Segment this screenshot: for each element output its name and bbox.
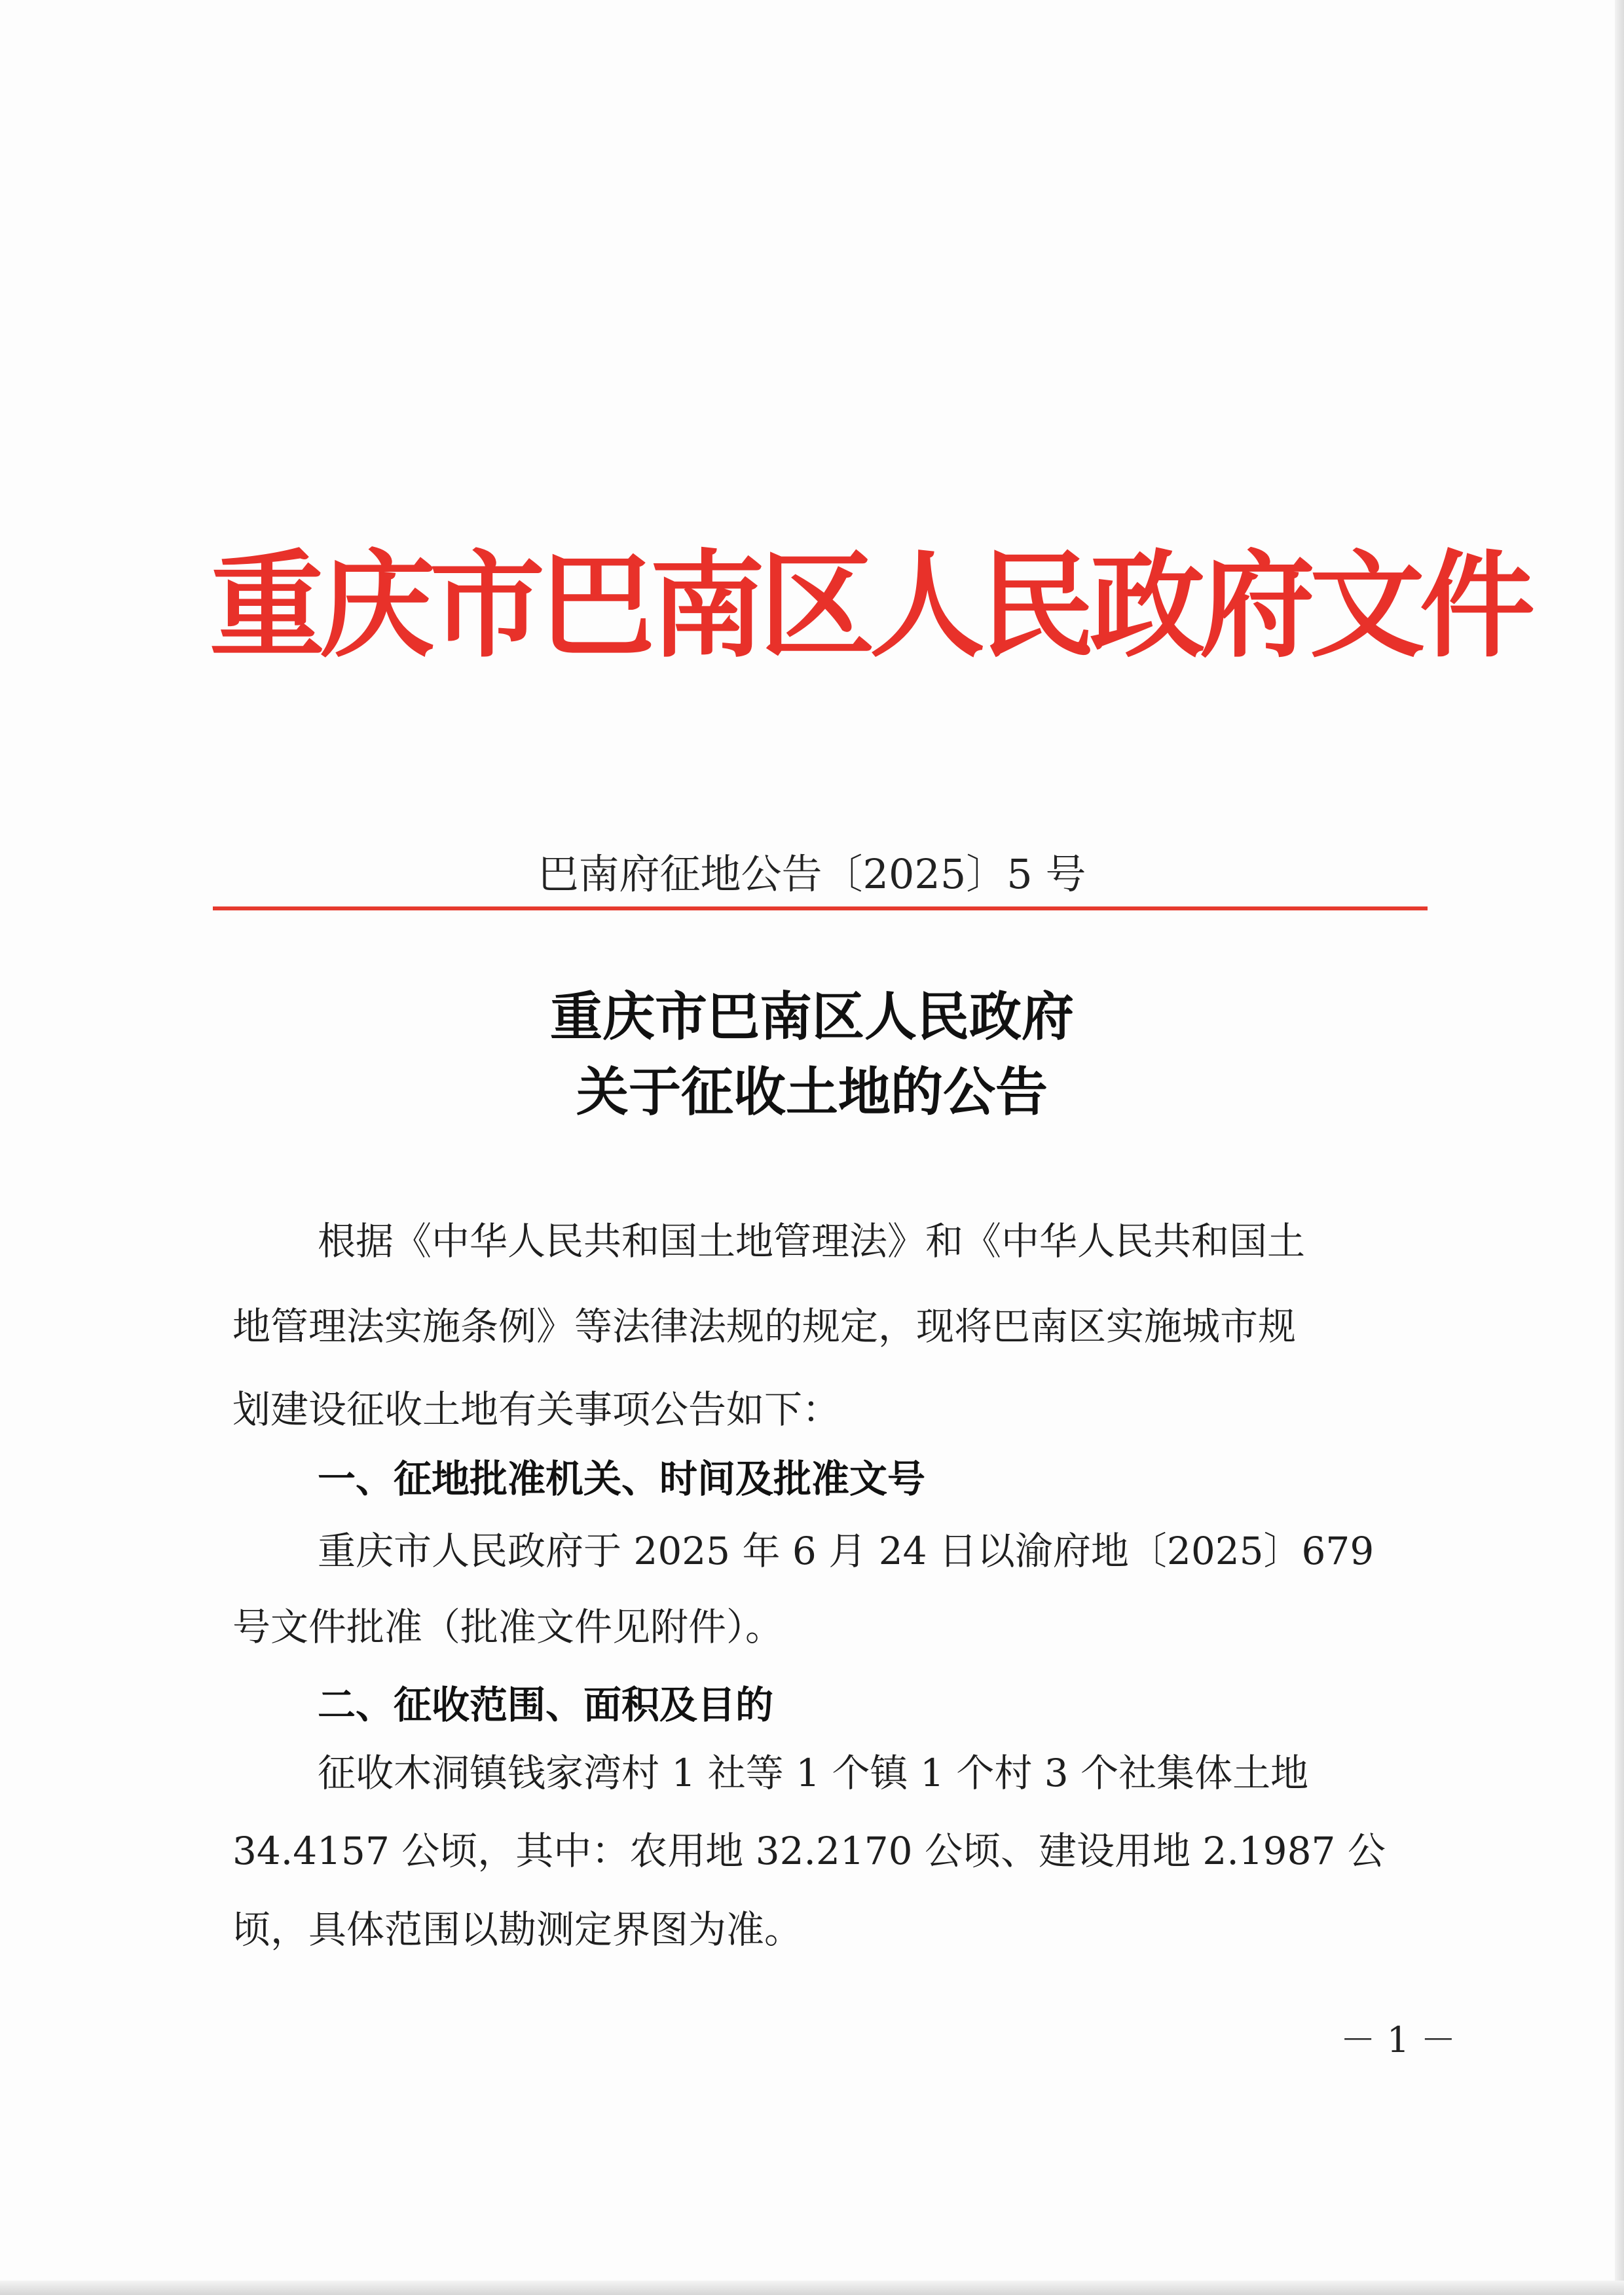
section-1-heading: 一、征地批准机关、时间及批准文号	[318, 1457, 926, 1501]
section-2-line-1: 征收木洞镇钱家湾村 1 社等 1 个镇 1 个村 3 个社集体土地	[318, 1751, 1309, 1795]
page-number: － 1 －	[1340, 2019, 1456, 2061]
section-1-line-1: 重庆市人民政府于 2025 年 6 月 24 日以渝府地〔2025〕679	[318, 1529, 1375, 1573]
section-2-line-3: 顷，具体范围以勘测定界图为准。	[232, 1907, 803, 1952]
section-2-heading: 二、征收范围、面积及目的	[318, 1683, 774, 1727]
scan-edge-bottom	[0, 2281, 1624, 2295]
masthead-title: 重庆市巴南区人民政府文件	[210, 538, 1530, 673]
intro-line-2: 地管理法实施条例》等法律法规的规定，现将巴南区实施城市规	[232, 1304, 1297, 1349]
scan-edge-right	[1615, 0, 1624, 2295]
document-number: 巴南府征地公告〔2025〕5 号	[538, 850, 1086, 898]
notice-title-line-1: 重庆市巴南区人民政府	[550, 986, 1074, 1047]
red-divider-line	[213, 906, 1428, 910]
section-1-line-2: 号文件批准（批准文件见附件）。	[232, 1605, 784, 1649]
section-2-line-2: 34.4157 公顷，其中：农用地 32.2170 公顷、建设用地 2.1987 公	[232, 1829, 1386, 1873]
intro-line-1: 根据《中华人民共和国土地管理法》和《中华人民共和国土	[318, 1219, 1306, 1263]
intro-line-3: 划建设征收土地有关事项公告如下：	[232, 1387, 841, 1432]
notice-title-line-2: 关于征收土地的公告	[576, 1062, 1048, 1123]
